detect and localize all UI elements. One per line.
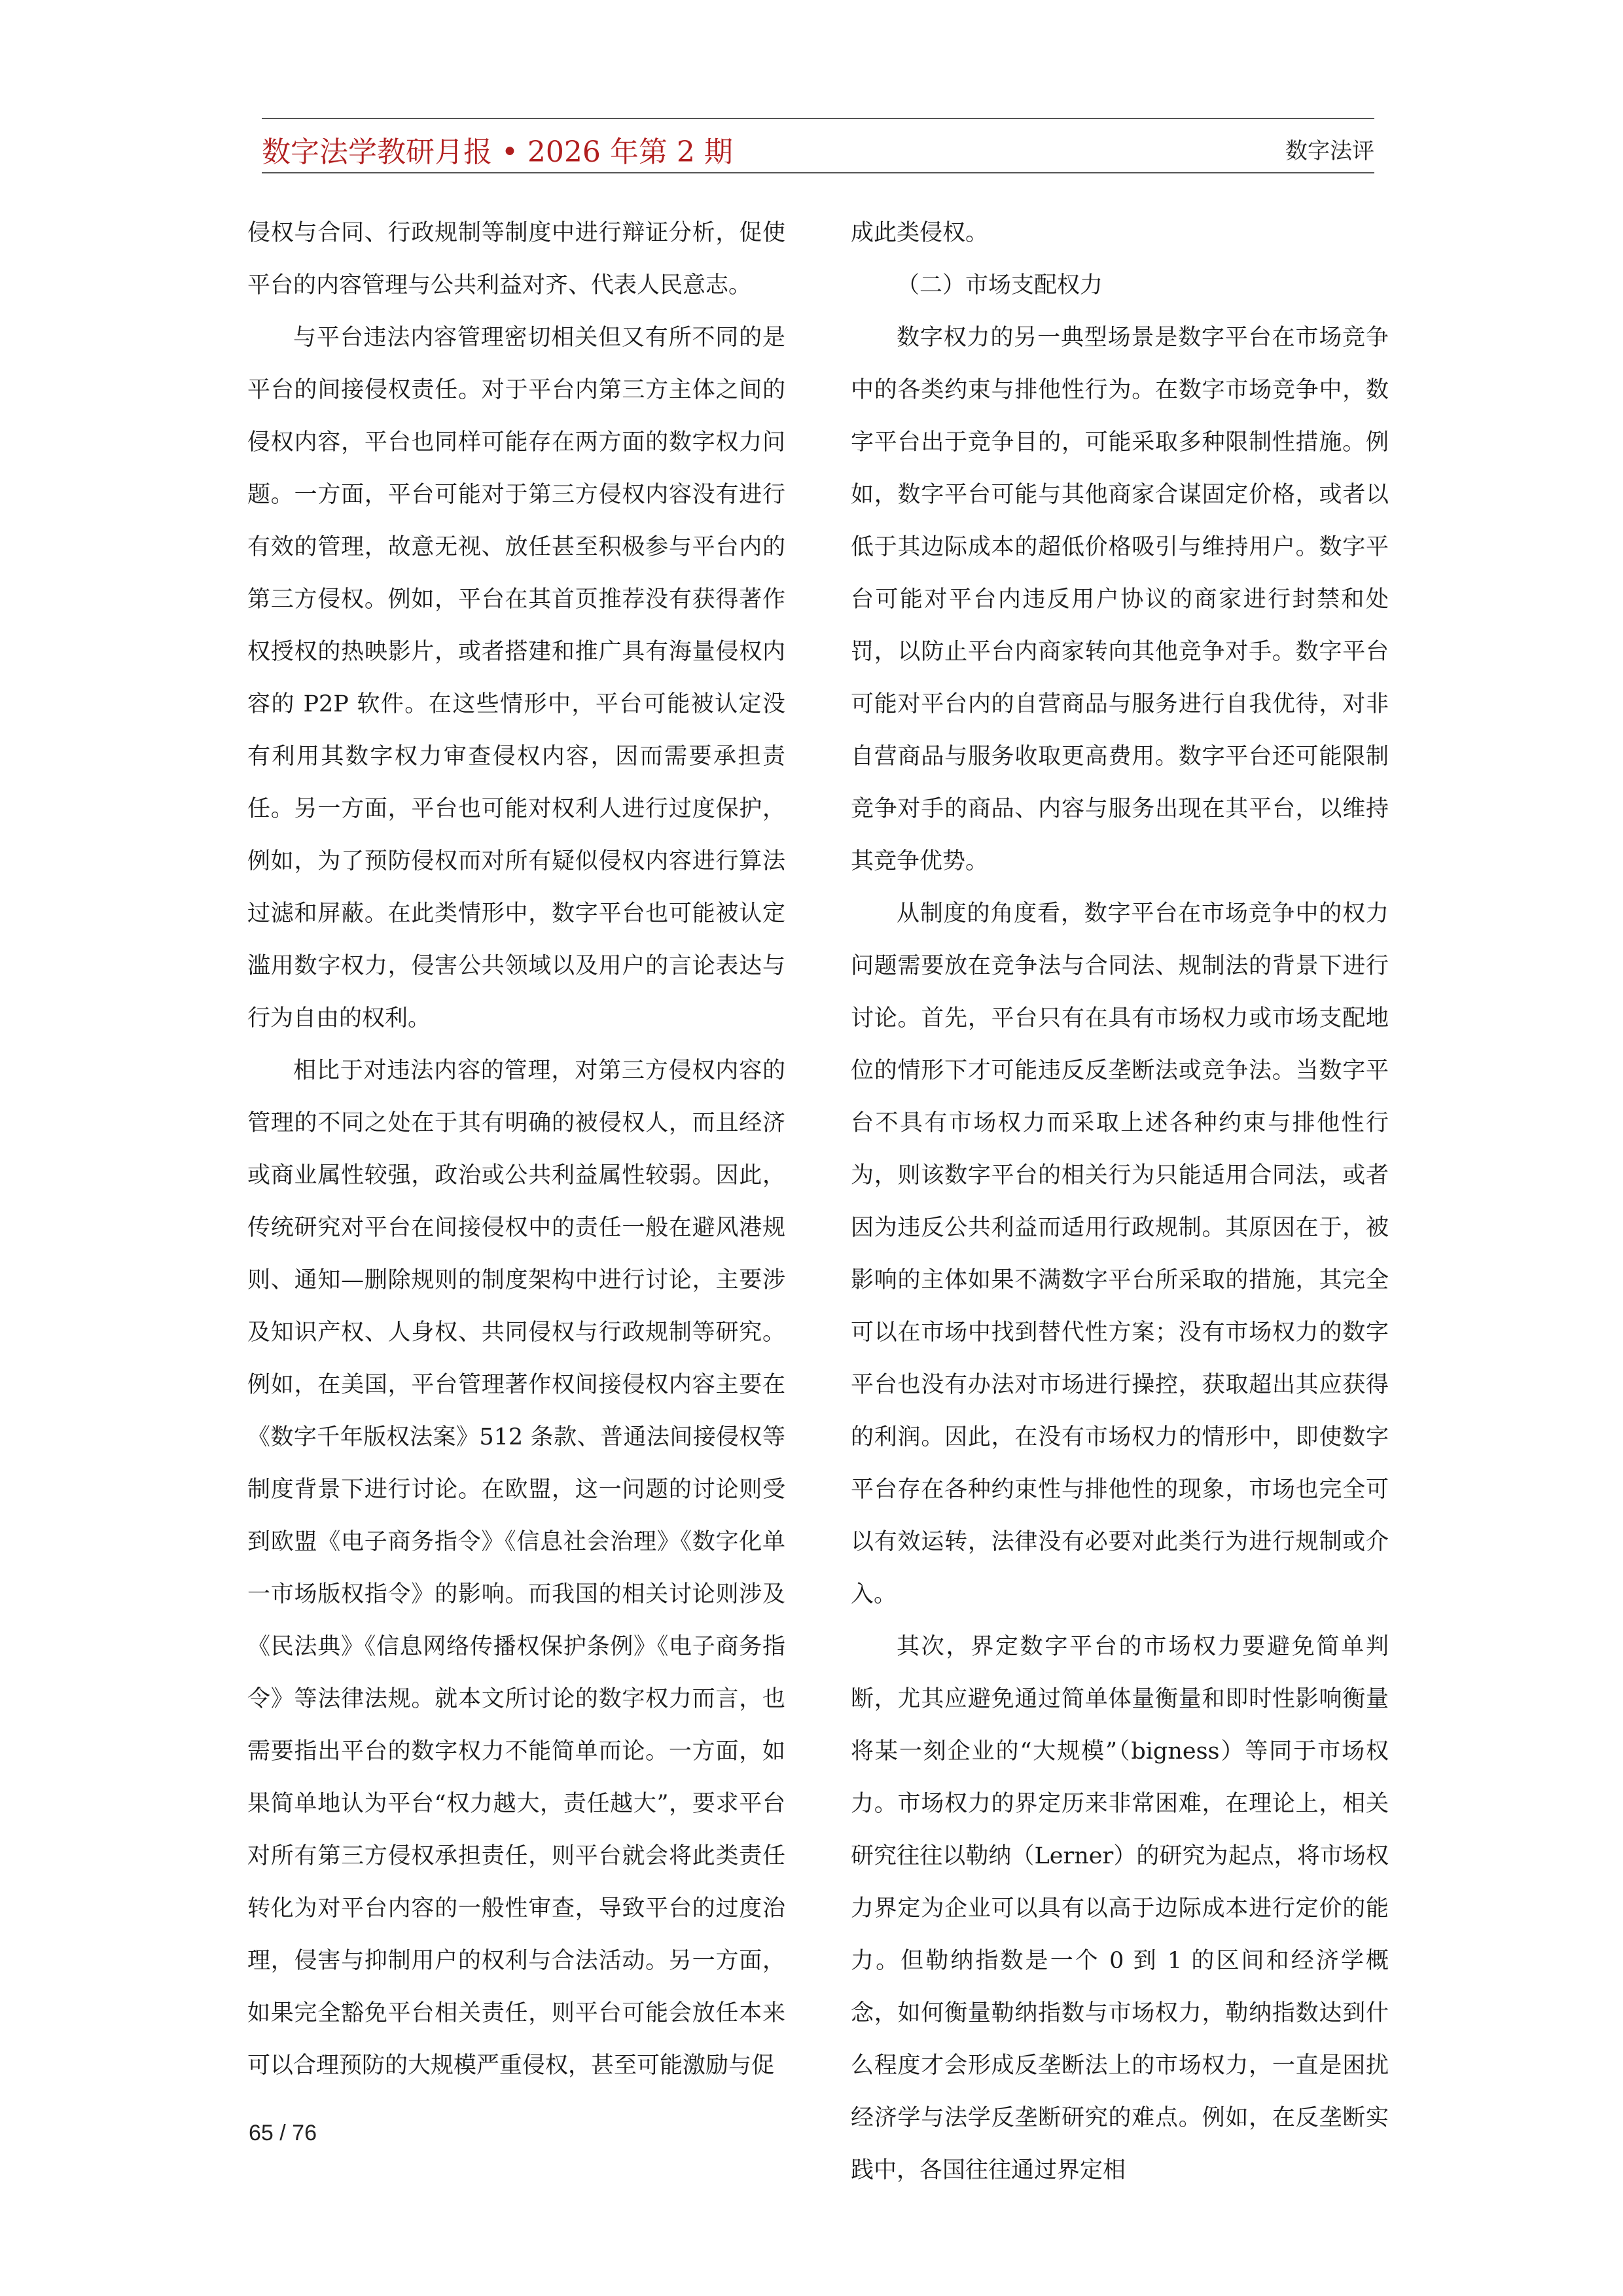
paragraph: 数字权力的另一典型场景是数字平台在市场竞争中的各类约束与排他性行为。在数字市场竞争中，数字平台出于竞争目的，可能采取多种限制性措施。例如，数字平台可能与其他商家合谋固定价格，或者以低于其边际成本的超低价格吸引与维持用户。数字平台可能对平台内违反用户协议的商家进行封禁和处罚，以防止平台内商家转向其他竞争对手。数字平台可能对平台内的自营商品与服务进行自我优待，对非自营商品与服务收取更高费用。数字平台还可能限制竞争对手的商品、内容与服务出现在其平台，以维持其竞争优势。 (851, 325, 1389, 874)
paragraph: 其次，界定数字平台的市场权力要避免简单判断，尤其应避免通过简单体量衡量和即时性影响衡量将某一刻企业的“大规模”（bigness）等同于市场权力。市场权力的界定历来非常困难，在理论上，相关研究往往以勒纳（Lerner）的研究为起点，将市场权力界定为企业可以具有以高于边际成本进行定价的能力。但勒纳指数是一个 0 到 1 的区间和经济学概念，如何衡量勒纳指数与市场权力，勒纳指数达到什么程度才会形成反垄断法上的市场权力，一直是困扰经济学与法学反垄断研究的难点。例如，在反垄断实践中，各国往往通过界定相 (851, 1634, 1389, 2183)
paragraph: 侵权与合同、行政规制等制度中进行辩证分析，促使平台的内容管理与公共利益对齐、代表人民意志。 (247, 220, 785, 298)
right-column (851, 207, 1389, 2197)
section-heading: （二）市场支配权力 (897, 272, 1103, 298)
paragraph: 与平台违法内容管理密切相关但又有所不同的是平台的间接侵权责任。对于平台内第三方主体之间的侵权内容，平台也同样可能存在两方面的数字权力问题。一方面，平台可能对于第三方侵权内容没有进行有效的管理，故意无视、放任甚至积极参与平台内的第三方侵权。例如，平台在其首页推荐没有获得著作权授权的热映影片，或者搭建和推广具有海量侵权内容的 P2P 软件。在这些情形中，平台可能被认定没有利用其数字权力审查侵权内容，因而需要承担责任。另一方面，平台也可能对权利人进行过度保护，例如，为了预防侵权而对所有疑似侵权内容进行算法过滤和屏蔽。在此类情形中，数字平台也可能被认定滥用数字权力，侵害公共领域以及用户的言论表达与行为自由的权利。 (247, 325, 785, 1031)
journal-title: 数字法学教研月报 • 2026 年第 2 期 (262, 135, 733, 169)
page-number: 65 / 76 (249, 2121, 317, 2145)
paragraph: 从制度的角度看，数字平台在市场竞争中的权力问题需要放在竞争法与合同法、规制法的背景下进行讨论。首先，平台只有在具有市场权力或市场支配地位的情形下才可能违反反垄断法或竞争法。当数字平台不具有市场权力而采取上述各种约束与排他性行为，则该数字平台的相关行为只能适用合同法，或者因为违反公共利益而适用行政规制。其原因在于，被影响的主体如果不满数字平台所采取的措施，其完全可以在市场中找到替代性方案；没有市场权力的数字平台也没有办法对市场进行操控，获取超出其应获得的利润。因此，在没有市场权力的情形中，即使数字平台存在各种约束性与排他性的现象，市场也完全可以有效运转，法律没有必要对此类行为进行规制或介入。 (851, 901, 1389, 1607)
header-rule-bottom (262, 172, 1374, 173)
left-column (247, 207, 785, 2092)
paragraph: 相比于对违法内容的管理，对第三方侵权内容的管理的不同之处在于其有明确的被侵权人，而且经济或商业属性较强，政治或公共利益属性较弱。因此，传统研究对平台在间接侵权中的责任一般在避风港规则、通知—删除规则的制度架构中进行讨论，主要涉及知识产权、人身权、共同侵权与行政规制等研究。例如，在美国，平台管理著作权间接侵权内容主要在《数字千年版权法案》512 条款、普通法间接侵权等制度背景下进行讨论。在欧盟，这一问题的讨论则受到欧盟《电子商务指令》《信息社会治理》《数字化单一市场版权指令》的影响。而我国的相关讨论则涉及《民法典》《信息网络传播权保护条例》《电子商务指令》等法律法规。就本文所讨论的数字权力而言，也需要指出平台的数字权力不能简单而论。一方面，如果简单地认为平台“权力越大，责任越大”，要求平台对所有第三方侵权承担责任，则平台就会将此类责任转化为对平台内容的一般性审查，导致平台的过度治理，侵害与抑制用户的权利与合法活动。另一方面，如果完全豁免平台相关责任，则平台可能会放任本来可以合理预防的大规模严重侵权，甚至可能激励与促 (247, 1058, 785, 2079)
paragraph: 成此类侵权。 (851, 220, 989, 246)
header-rule-top (262, 118, 1374, 119)
section-label: 数字法评 (1285, 138, 1374, 164)
